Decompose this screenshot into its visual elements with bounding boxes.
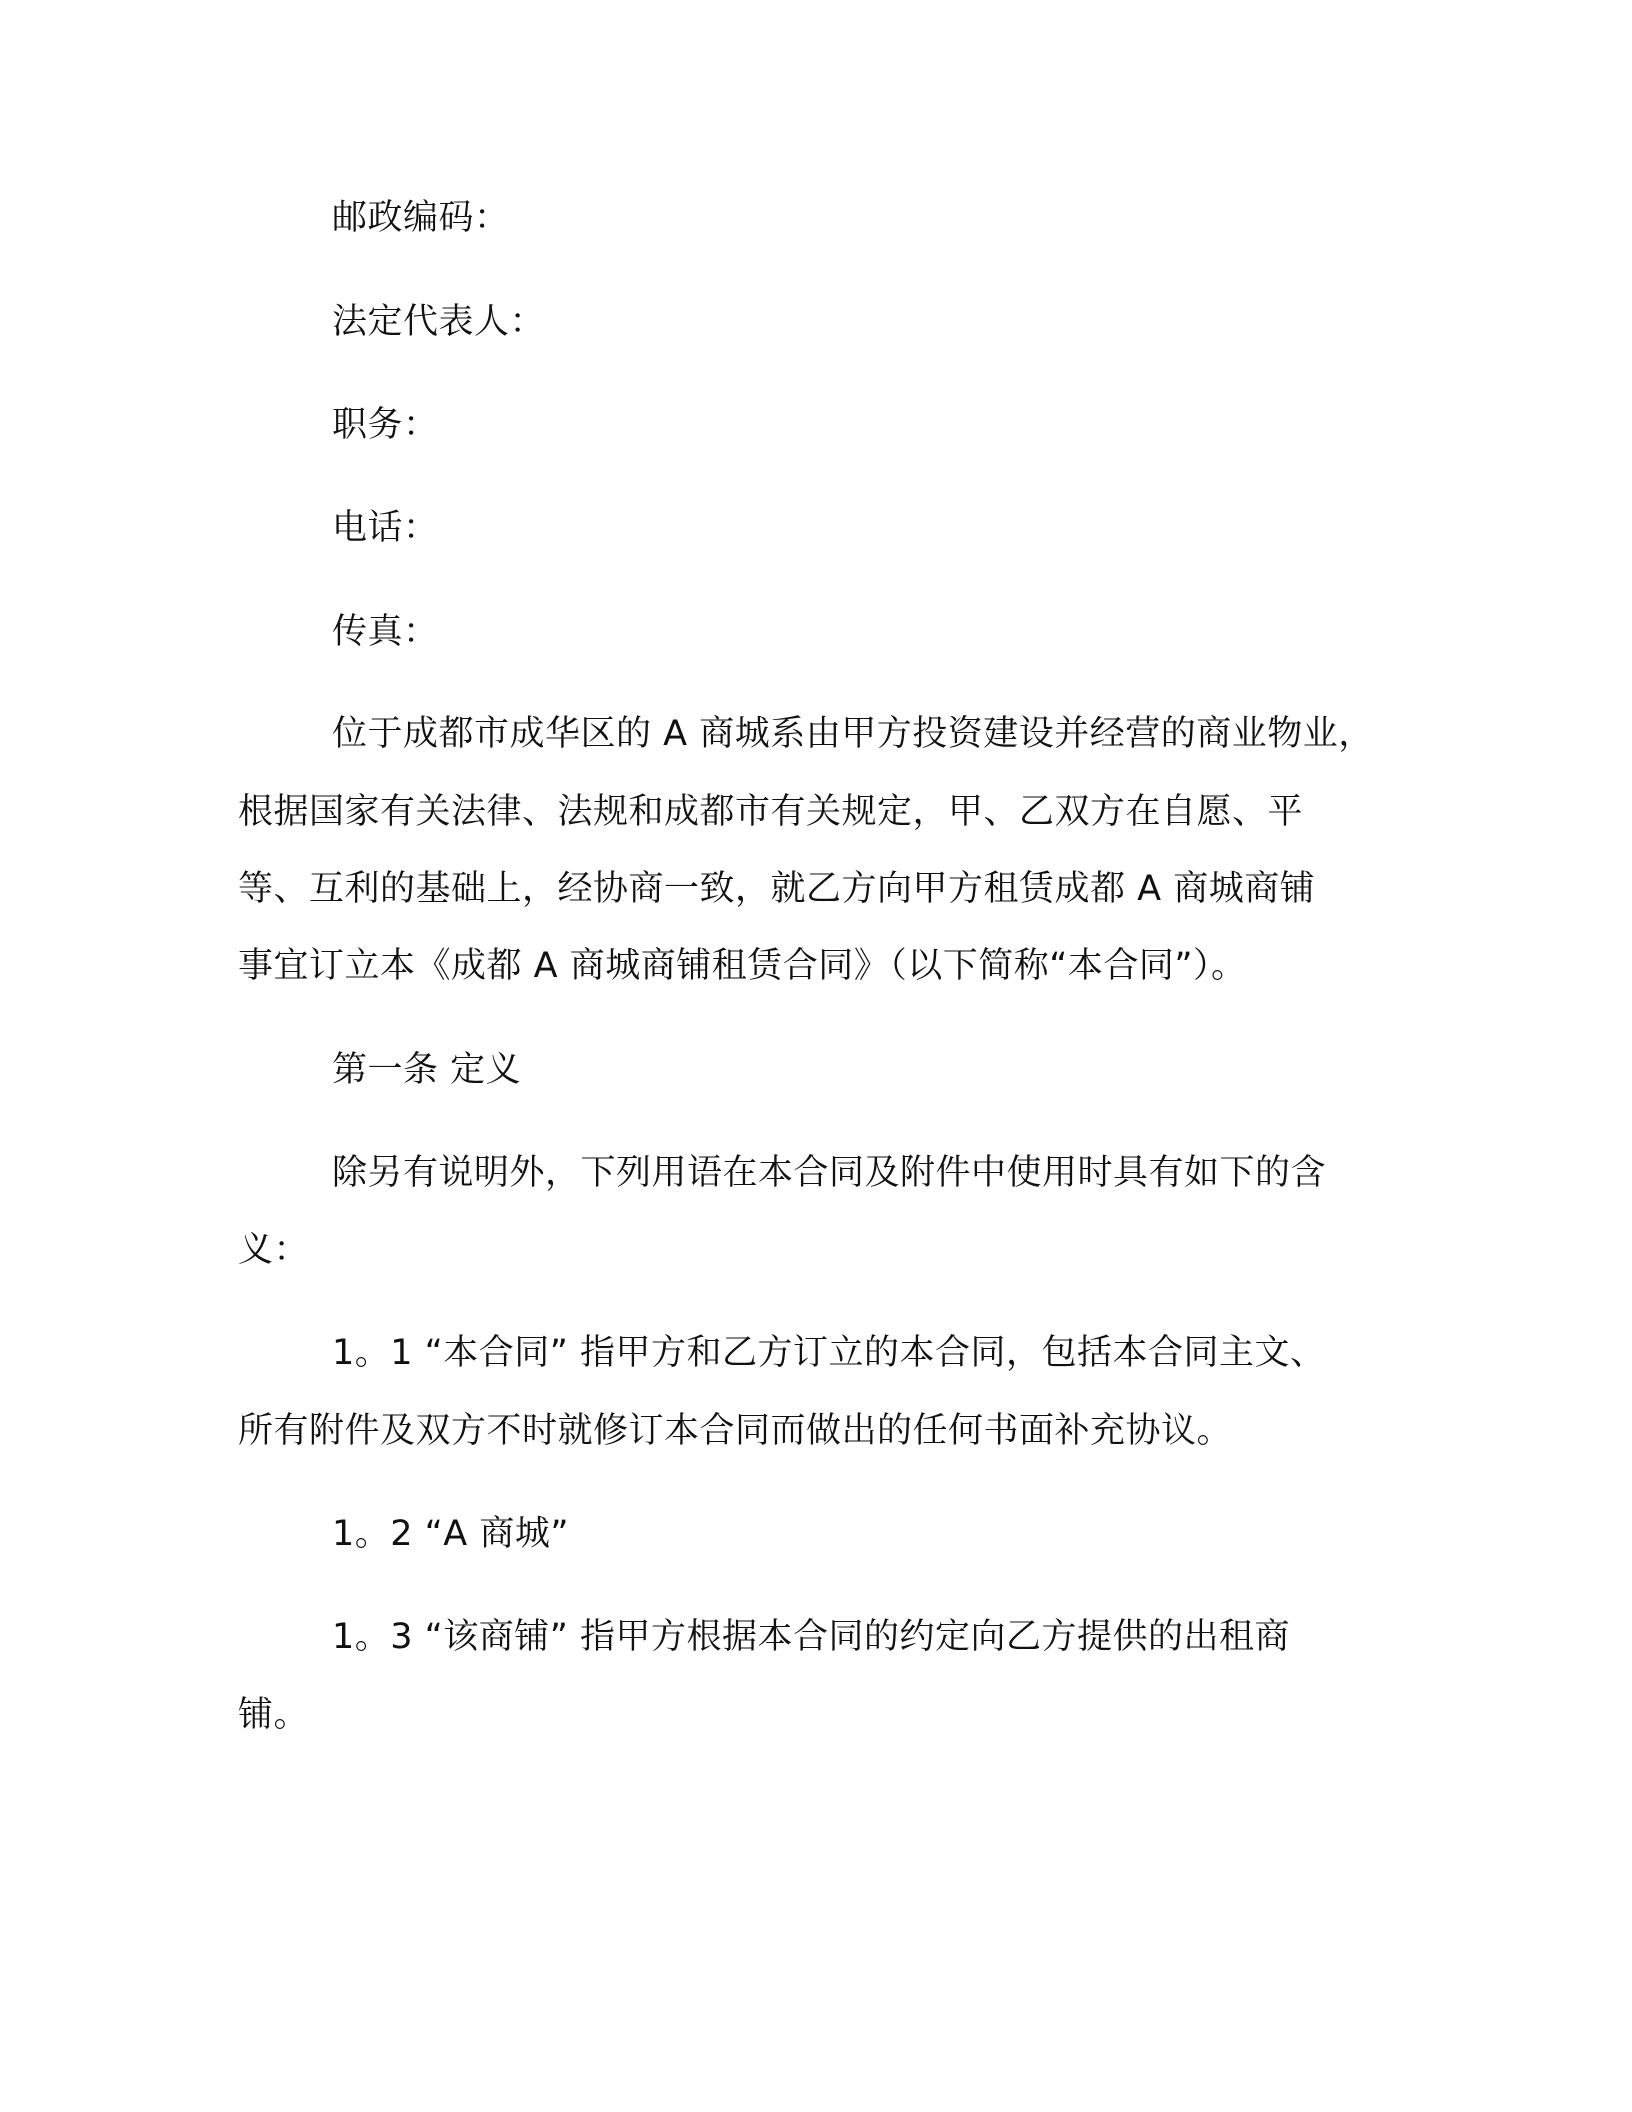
clause-1-1-line-2: 所有附件及双方不时就修订本合同而做出的任何书面补充协议。: [238, 1411, 1233, 1451]
preamble-line-3: 等、互利的基础上，经协商一致，就乙方向甲方租赁成都 A 商城商铺: [238, 869, 1316, 909]
fax-label: 传真：: [332, 612, 439, 652]
legal-representative-label: 法定代表人：: [332, 302, 546, 342]
preamble-line-2: 根据国家有关法律、法规和成都市有关规定，甲、乙双方在自愿、平: [238, 792, 1304, 832]
position-label: 职务：: [332, 405, 439, 445]
clause-1-3-line-1: 1。3 “该商铺” 指甲方根据本合同的约定向乙方提供的出租商: [332, 1617, 1291, 1657]
postal-code-label: 邮政编码：: [332, 198, 510, 238]
preamble-line-4: 事宜订立本《成都 A 商城商铺租赁合同》（以下简称“本合同”）。: [238, 946, 1247, 986]
article-1-heading: 第一条 定义: [332, 1050, 522, 1090]
clause-1-1-line-1: 1。1 “本合同” 指甲方和乙方订立的本合同，包括本合同主文、: [332, 1333, 1326, 1373]
clause-1-2-line-1: 1。2 “A 商城”: [332, 1514, 569, 1554]
article-1-intro-line-2: 义：: [238, 1230, 310, 1270]
phone-label: 电话：: [332, 508, 439, 548]
preamble-line-1: 位于成都市成华区的 A 商城系由甲方投资建设并经营的商业物业，: [332, 714, 1374, 754]
article-1-intro-line-1: 除另有说明外，下列用语在本合同及附件中使用时具有如下的含: [332, 1153, 1327, 1193]
clause-1-3-line-2: 铺。: [238, 1695, 310, 1735]
